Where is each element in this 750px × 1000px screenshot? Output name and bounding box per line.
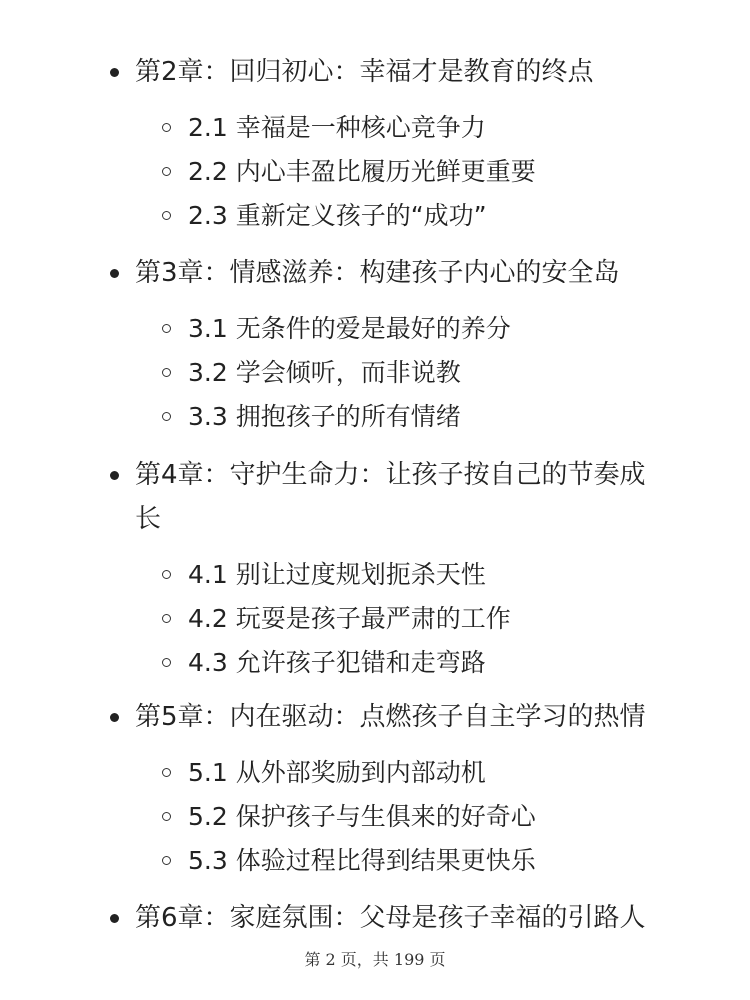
section-title: 5.1 从外部奖励到内部动机 (188, 758, 486, 787)
hollow-bullet-icon (162, 123, 171, 132)
section-item (0, 751, 750, 795)
hollow-bullet-icon (162, 768, 171, 777)
filled-bullet-icon (110, 713, 119, 722)
filled-bullet-icon (110, 269, 119, 278)
hollow-bullet-icon (162, 570, 171, 579)
section-title: 4.3 允许孩子犯错和走弯路 (188, 648, 486, 677)
section-title: 3.2 学会倾听，而非说教 (188, 358, 461, 387)
chapter-block (0, 695, 750, 883)
section-item (0, 597, 750, 641)
section-item (0, 106, 750, 150)
hollow-bullet-icon (162, 167, 171, 176)
section-item (0, 307, 750, 351)
hollow-bullet-icon (162, 324, 171, 333)
section-title: 5.2 保护孩子与生俱来的好奇心 (188, 802, 536, 831)
chapter-item (0, 453, 750, 541)
section-item (0, 641, 750, 685)
filled-bullet-icon (110, 914, 119, 923)
section-item (0, 795, 750, 839)
chapter-block (0, 50, 750, 238)
hollow-bullet-icon (162, 658, 171, 667)
section-item (0, 395, 750, 439)
chapter-block (0, 453, 750, 685)
chapter-item (0, 50, 750, 94)
section-title: 4.1 别让过度规划扼杀天性 (188, 560, 486, 589)
section-title: 5.3 体验过程比得到结果更快乐 (188, 846, 536, 875)
section-item (0, 194, 750, 238)
section-item (0, 150, 750, 194)
chapter-item (0, 896, 750, 940)
section-title: 2.3 重新定义孩子的“成功” (188, 201, 487, 230)
section-item (0, 839, 750, 883)
section-title: 2.1 幸福是一种核心竞争力 (188, 113, 486, 142)
section-item (0, 351, 750, 395)
chapter-item (0, 251, 750, 295)
section-title: 4.2 玩耍是孩子最严肃的工作 (188, 604, 511, 633)
filled-bullet-icon (110, 471, 119, 480)
hollow-bullet-icon (162, 211, 171, 220)
hollow-bullet-icon (162, 368, 171, 377)
chapter-block (0, 251, 750, 439)
chapter-title: 第5章：内在驱动：点燃孩子自主学习的热情 (135, 702, 646, 732)
section-title: 3.1 无条件的爱是最好的养分 (188, 314, 511, 343)
hollow-bullet-icon (162, 412, 171, 421)
chapter-title: 第4章：守护生命力：让孩子按自己的节奏成长 (135, 460, 646, 534)
chapter-title: 第2章：回归初心：幸福才是教育的终点 (135, 57, 594, 87)
filled-bullet-icon (110, 68, 119, 77)
hollow-bullet-icon (162, 614, 171, 623)
chapter-title: 第6章：家庭氛围：父母是孩子幸福的引路人 (135, 903, 646, 933)
chapter-title: 第3章：情感滋养：构建孩子内心的安全岛 (135, 258, 620, 288)
section-title: 3.3 拥抱孩子的所有情绪 (188, 402, 461, 431)
section-title: 2.2 内心丰盈比履历光鲜更重要 (188, 157, 536, 186)
hollow-bullet-icon (162, 856, 171, 865)
chapter-item (0, 695, 750, 739)
hollow-bullet-icon (162, 812, 171, 821)
chapter-block (0, 896, 750, 940)
page-counter: 第 2 页，共 199 页 (304, 950, 446, 969)
section-item (0, 553, 750, 597)
